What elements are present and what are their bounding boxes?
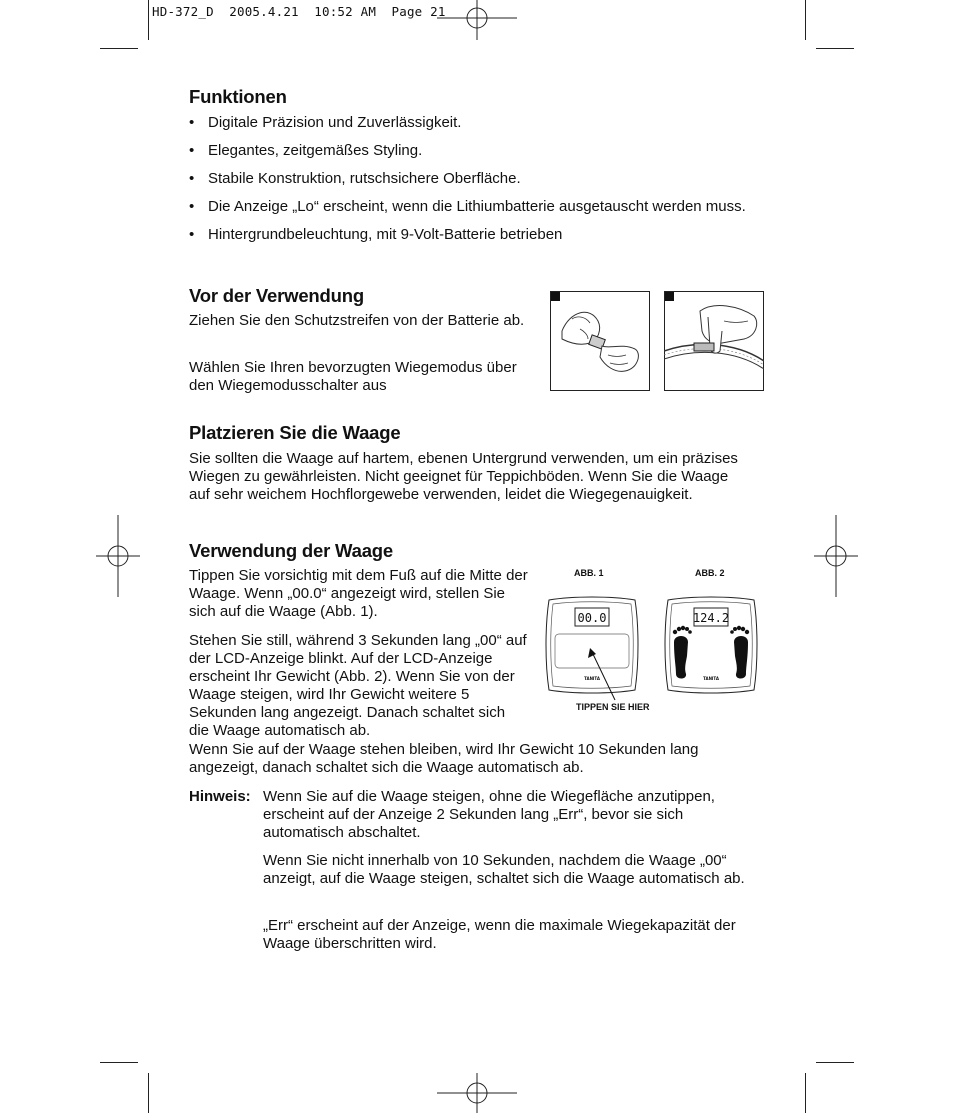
registration-mark-top: [437, 0, 519, 40]
paragraph: Wenn Sie auf der Waage stehen bleiben, wird Ihr Gewicht 10 Sekunden lang angezeigt, danach schaltet sich die Waage automatisch ab.: [189, 741, 699, 776]
list-item: • Stabile Konstruktion, rutschsichere Oberfläche.: [189, 170, 759, 188]
heading-vor-der-verwendung: Vor der Verwendung: [189, 285, 364, 306]
heading-verwendung: Verwendung der Waage: [189, 540, 393, 561]
figure-label-abb2: ABB. 2: [695, 568, 725, 578]
paragraph: Tippen Sie vorsichtig mit dem Fuß auf die Mitte der Waage. Wenn „00.0“ angezeigt wird, stellen Sie sich auf die Waage (Abb. 1).: [189, 567, 528, 620]
paragraph: Stehen Sie still, während 3 Sekunden lang „00“ auf der LCD-Anzeige blinkt. Auf der LCD-Anzeige erscheint Ihr Gewicht (Abb. 2). Wenn Sie von der Waage steigen, wird Ihr Gewicht weitere 5 Sekunden lang angezeigt. Danach schaltet sich die Waage automatisch ab.: [189, 632, 527, 739]
battery-strip-illustration: [550, 291, 650, 391]
list-item: • Digitale Präzision und Zuverlässigkeit.: [189, 114, 759, 132]
brand-logo: TANITA: [703, 676, 719, 681]
feature-list: [189, 114, 759, 254]
note-paragraph: „Err“ erscheint auf der Anzeige, wenn die maximale Wiegekapazität der Waage überschritten wird.: [263, 917, 736, 952]
brand-logo: TANITA: [584, 676, 600, 681]
list-item: • Die Anzeige „Lo“ erscheint, wenn die Lithiumbatterie ausgetauscht werden muss.: [189, 198, 759, 216]
figure-label-abb1: ABB. 1: [574, 568, 604, 578]
paragraph: Sie sollten die Waage auf hartem, ebenen Untergrund verwenden, um ein präzises Wiegen zu gewährleisten. Nicht geeignet für Teppichböden. Wenn Sie die Waage auf sehr weichem Hochflorgewebe verwenden, leidet die Wiegegenauigkeit.: [189, 450, 738, 503]
list-item: • Elegantes, zeitgemäßes Styling.: [189, 142, 759, 160]
scale-figure-2: [662, 596, 760, 694]
tap-here-label: TIPPEN SIE HIER: [576, 702, 650, 712]
registration-mark-left: [96, 515, 140, 597]
registration-mark-bottom: [437, 1073, 519, 1113]
heading-funktionen: Funktionen: [189, 86, 287, 107]
note-paragraph: Wenn Sie auf die Waage steigen, ohne die Wiegefläche anzutippen, erscheint auf der Anzeige 2 Sekunden lang „Err“, bevor sie sich automatisch abschaltet.: [263, 788, 715, 841]
note-label: Hinweis:: [189, 788, 251, 805]
note-paragraph: Wenn Sie nicht innerhalb von 10 Sekunden, nachdem die Waage „00“ anzeigt, auf die Waage steigen, schaltet sich die Waage automatisch ab.: [263, 852, 745, 887]
registration-mark-right: [814, 515, 858, 597]
scale-display-abb2: 124.2: [692, 611, 730, 625]
mode-switch-illustration: [664, 291, 764, 391]
tap-arrow: [580, 644, 620, 704]
heading-platzieren: Platzieren Sie die Waage: [189, 422, 401, 443]
scale-display-abb1: 00.0: [577, 611, 607, 625]
list-item: • Hintergrundbeleuchtung, mit 9-Volt-Batterie betrieben: [189, 226, 759, 244]
paragraph: Ziehen Sie den Schutzstreifen von der Batterie ab.: [189, 312, 525, 329]
print-slug: HD-372_D 2005.4.21 10:52 AM Page 21: [152, 4, 446, 19]
paragraph: Wählen Sie Ihren bevorzugten Wiegemodus über den Wiegemodusschalter aus: [189, 359, 517, 394]
